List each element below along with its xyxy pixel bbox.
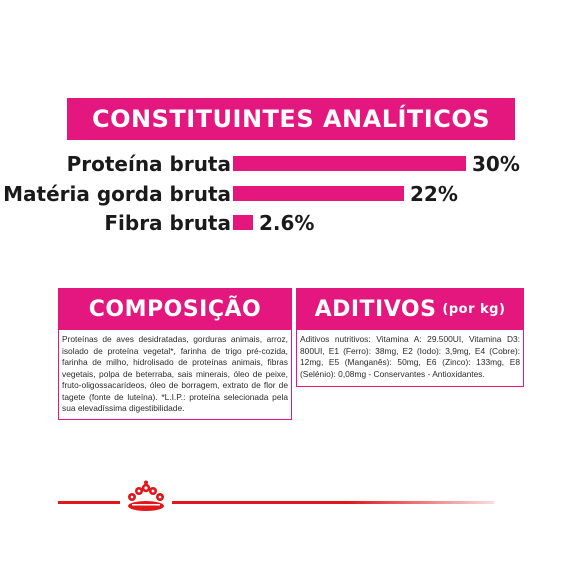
analytic-title: CONSTITUINTES ANALÍTICOS (67, 98, 515, 140)
additives-title: ADITIVOS (314, 296, 437, 322)
row-value-protein: 30% (472, 152, 520, 176)
additives-title-suffix: (por kg) (442, 301, 506, 317)
row-label-fat: Matéria gorda bruta (3, 182, 231, 206)
bar-fat (233, 186, 404, 201)
composition-text: Proteínas de aves desidratadas, gorduras animais, arroz, isolado de proteína vegetal*, farinha de trigo pré-cozida, farinha de milho, hidrolisado de proteínas animais, fibras vegetais, polpa de beterraba, sais minerais, óleo de peixe, fruto-oligossacarídeos, óleo de borragem, extrato de flor de tagete (fonte de luteína). *L.I.P.: proteína selecionada pela sua elevadíssima digestibilidade. (58, 330, 292, 420)
additives-text: Aditivos nutritivos: Vitamina A: 29.500UI, Vitamina D3: 800UI, E1 (Ferro): 38mg, E2 (Iodo): 3,9mg, E4 (Cobre): 12mg, E5 (Manganês): 50mg, E6 (Zinco): 133mg, E8 (Selénio): 0,08mg - Conservantes - Antioxidantes. (296, 330, 524, 387)
row-value-fiber: 2.6% (259, 211, 315, 235)
royal-canin-crown-icon (122, 480, 170, 516)
row-label-fiber: Fibra bruta (104, 211, 231, 235)
additives-panel (296, 288, 524, 387)
composition-title: COMPOSIÇÃO (58, 288, 292, 330)
row-label-protein: Proteína bruta (66, 152, 231, 176)
row-value-fat: 22% (410, 182, 458, 206)
footer-line-left (58, 501, 120, 504)
composition-panel (58, 288, 292, 420)
additives-header (296, 288, 524, 330)
bar-protein (233, 156, 466, 171)
footer-line-right (172, 501, 494, 504)
bar-fiber (233, 215, 253, 230)
